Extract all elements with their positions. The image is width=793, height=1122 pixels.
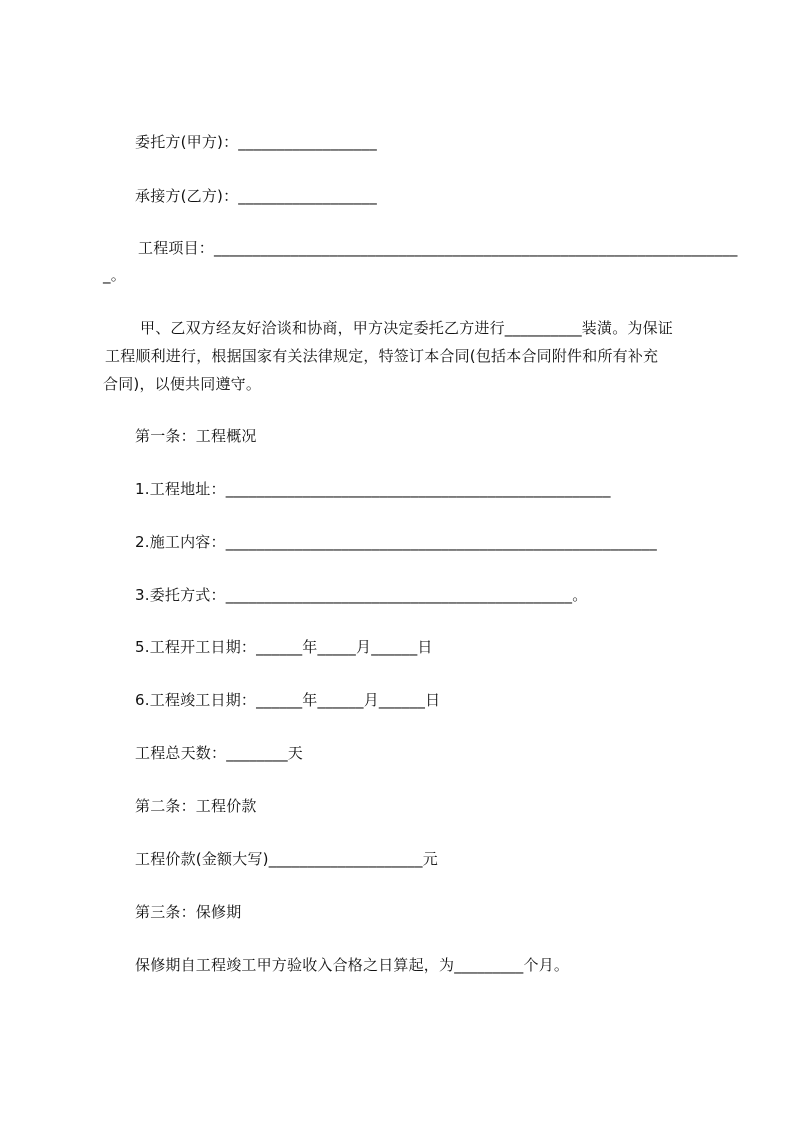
- project-line: 工程项目：____________________________________________________________________: [138, 239, 738, 257]
- article-1-heading: 第一条：工程概况: [135, 427, 257, 445]
- intro-paragraph-line-2: 工程顺利进行，根据国家有关法律规定，特签订本合同(包括本合同附件和所有补充: [105, 347, 659, 365]
- start-date-line: 5.工程开工日期：______年_____月______日: [135, 638, 433, 656]
- completion-date-line: 6.工程竣工日期：______年______月______日: [135, 691, 441, 709]
- project-price-line: 工程价款(金额大写)____________________元: [135, 850, 438, 868]
- article-3-heading: 第三条：保修期: [135, 903, 242, 921]
- project-line-continuation: _。: [103, 266, 126, 284]
- commission-method-line: 3.委托方式：_____________________________________________。: [135, 586, 588, 604]
- party-a-line: 委托方(甲方)：__________________: [135, 133, 377, 151]
- intro-paragraph-line-3: 合同)，以便共同遵守。: [103, 375, 262, 393]
- project-address-line: 1.工程地址：__________________________________________________: [135, 480, 611, 498]
- total-days-line: 工程总天数：________天: [135, 744, 304, 762]
- warranty-line: 保修期自工程竣工甲方验收入合格之日算起，为_________个月。: [135, 956, 570, 974]
- article-2-heading: 第二条：工程价款: [135, 797, 257, 815]
- construction-content-line: 2.施工内容：________________________________________________________: [135, 533, 657, 551]
- party-b-line: 承接方(乙方)：__________________: [135, 187, 377, 205]
- intro-paragraph-line-1: 甲、乙双方经友好洽谈和协商，甲方决定委托乙方进行__________装潢。为保证: [140, 319, 674, 337]
